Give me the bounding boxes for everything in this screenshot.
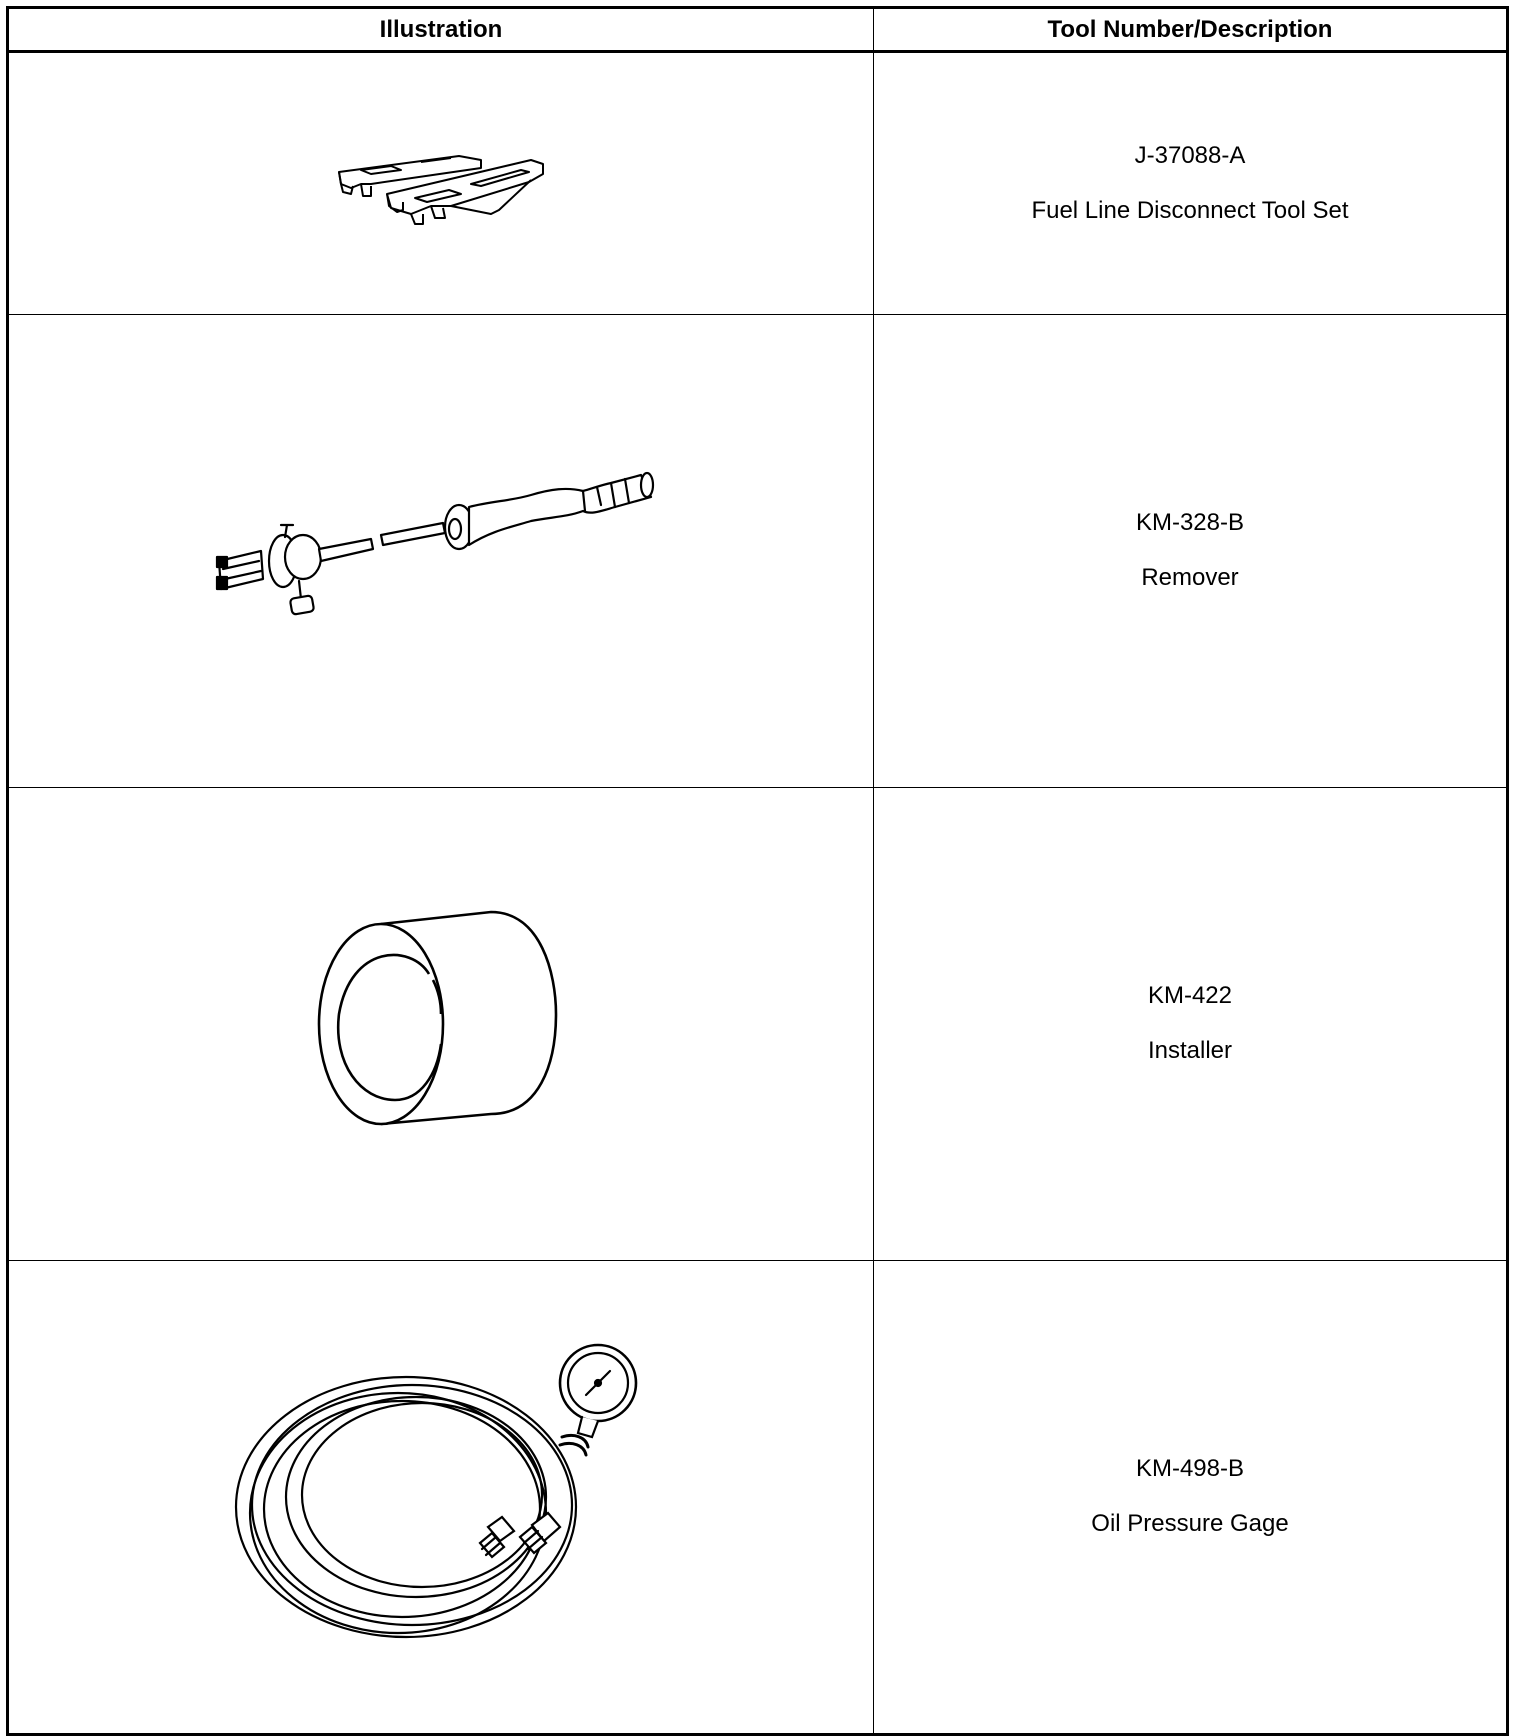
- table-row: [8, 52, 1508, 315]
- tool-description-cell: [874, 315, 1508, 788]
- illustration-cell: [8, 52, 874, 315]
- oil-pressure-gage-hose-icon: [226, 1337, 656, 1657]
- tool-number: KM-328-B: [1135, 509, 1245, 537]
- tool-description-cell: [874, 788, 1508, 1261]
- header-illustration: Illustration: [8, 8, 874, 52]
- table-row: [8, 315, 1508, 788]
- fuel-line-disconnect-tools-icon: [331, 134, 551, 234]
- tool-number: KM-498-B: [1135, 1455, 1245, 1483]
- tool-description-cell: [874, 1261, 1508, 1735]
- tool-description: Installer: [1147, 1037, 1233, 1064]
- tool-description-cell: [874, 52, 1508, 315]
- cylindrical-installer-icon: [311, 904, 571, 1144]
- tool-description: Oil Pressure Gage: [1091, 1510, 1289, 1537]
- header-row: [8, 8, 1508, 52]
- tool-description: Fuel Line Disconnect Tool Set: [1031, 196, 1349, 224]
- header-tool-number-description: Tool Number/Description: [874, 8, 1508, 52]
- tool-number: J-37088-A: [1134, 141, 1246, 169]
- tool-description: Remover: [1141, 564, 1239, 591]
- illustration-cell: [8, 1261, 874, 1735]
- special-tools-table: [6, 6, 1509, 1736]
- illustration-cell: [8, 788, 874, 1261]
- table-row: [8, 1261, 1508, 1735]
- slide-hammer-remover-icon: [211, 461, 671, 641]
- table-row: [8, 788, 1508, 1261]
- tool-number: KM-422: [1147, 982, 1233, 1010]
- illustration-cell: [8, 315, 874, 788]
